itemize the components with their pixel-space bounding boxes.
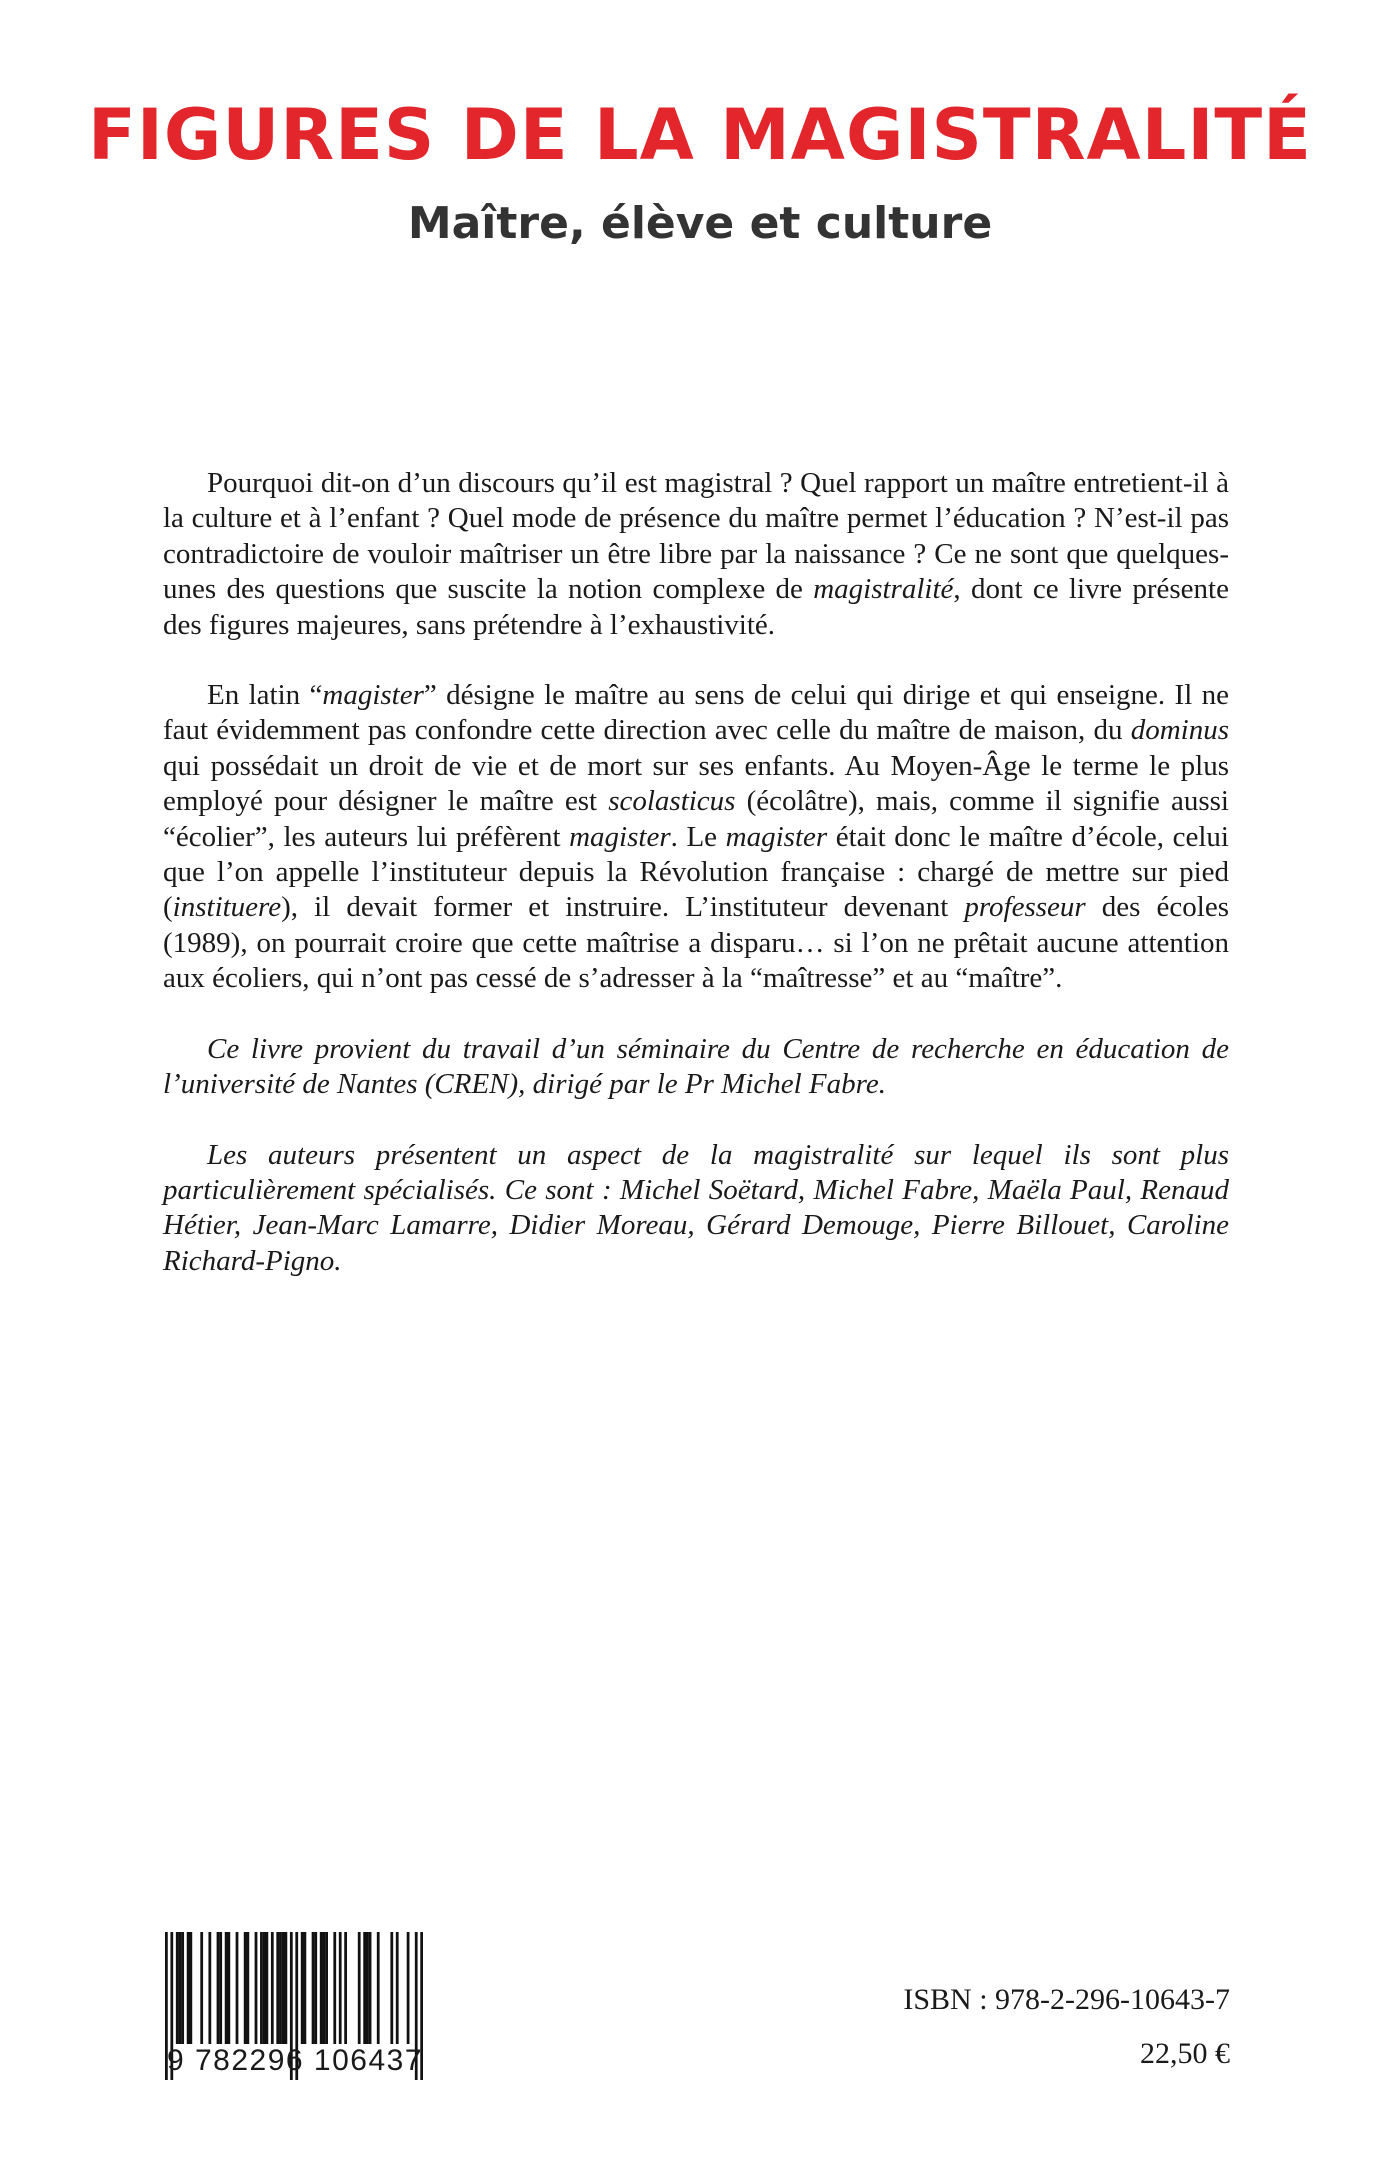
barcode-bar xyxy=(325,1932,328,2044)
barcode-bar xyxy=(320,1932,323,2044)
barcode-bar xyxy=(271,1932,274,2044)
paragraph2-segment: professeur xyxy=(964,891,1086,924)
barcode-bar xyxy=(284,1932,287,2044)
barcode-bar xyxy=(301,1932,304,2044)
barcode-bar xyxy=(225,1932,228,2044)
paragraph2-segment: dominus xyxy=(1130,714,1229,747)
barcode-bar xyxy=(333,1932,336,2044)
paragraph2-segment: magister xyxy=(322,679,424,712)
book-subtitle: Maître, élève et culture xyxy=(407,198,993,249)
paragraph2-segment: magister xyxy=(569,820,671,853)
barcode-bar xyxy=(314,1932,317,2044)
isbn: ISBN : 978-2-296-10643-7 xyxy=(903,1983,1230,2016)
paragraph1-segment: , dont ce livre présente des figures majeures, sans prétendre à l’exhaustivité. xyxy=(163,573,1229,641)
barcode-digits: 9 782296 106437 xyxy=(166,2044,424,2077)
barcode-bar xyxy=(265,1932,268,2044)
blurb-paragraph-3 xyxy=(163,1032,1229,1103)
barcode-bar xyxy=(244,1932,247,2044)
barcode-bar xyxy=(390,1932,393,2044)
barcode-bar xyxy=(255,1932,258,2044)
barcode-bar xyxy=(339,1932,342,2044)
paragraph2-segment: magister xyxy=(725,820,828,853)
paragraph2-segment: ), il devait former et instruire. L’instituteur devenant xyxy=(281,891,965,924)
blurb-paragraph-4 xyxy=(163,1138,1229,1280)
paragraph1-segment: magistralité xyxy=(813,573,954,606)
blurb-paragraph-1 xyxy=(163,466,1229,643)
paragraph3-segment: Ce livre provient du travail d’un séminaire du Centre de recherche en éducation de l’université de Nantes (CREN), dirigé par le Pr Michel Fabre. xyxy=(163,1032,1229,1101)
barcode-bar xyxy=(282,1932,285,2044)
price: 22,50 € xyxy=(1140,2037,1230,2070)
barcode-bar xyxy=(407,1932,410,2044)
paragraph2-segment: . Le xyxy=(670,820,726,853)
blurb-paragraph-2 xyxy=(163,678,1229,997)
barcode-bar xyxy=(179,1932,182,2044)
barcode-bar xyxy=(279,1932,282,2044)
barcode-bar xyxy=(323,1932,326,2044)
paragraph2-segment: était donc le maître d’école, celui que l’on appelle l’instituteur depuis la Révolution française : chargé de mettre sur pied ( xyxy=(163,820,1229,924)
barcode-bar xyxy=(358,1932,361,2044)
paragraph2-segment: scolasticus xyxy=(608,785,736,818)
barcode-bar xyxy=(312,1932,315,2044)
barcode-bar xyxy=(227,1932,230,2044)
barcode-bar xyxy=(363,1932,366,2044)
barcode-bar xyxy=(176,1932,179,2044)
paragraph2-segment: instituere xyxy=(172,891,282,924)
blurb xyxy=(163,466,1229,1279)
barcode-bar xyxy=(187,1932,190,2044)
paragraph2-segment: (écolâtre), mais, comme il signifie aussi “écolier”, les auteurs lui préfèrent xyxy=(163,785,1229,853)
paragraph2-segment: En latin “ xyxy=(207,679,323,712)
barcode-bar xyxy=(208,1932,211,2044)
barcode-bar xyxy=(344,1932,347,2044)
barcode-bar xyxy=(219,1932,222,2044)
paragraph2-segment: des écoles (1989), on pourrait croire que cette maîtrise a disparu… si l’on ne prêtait aucune attention aux écoliers, qui n’ont pas cessé de s’adresser à la “maîtresse” et au “maître”. xyxy=(163,891,1229,995)
barcode-bar xyxy=(369,1932,372,2044)
paragraph1-segment: Pourquoi dit-on d’un discours qu’il est magistral ? Quel rapport un maître entretient-il à la culture et à l’enfant ? Quel mode de présence du maître permet l’éducation ? N’est-il pas contradictoire de vouloir maîtriser un être libre par la naissance ? Ce ne sont que quelques-unes des questions que suscite la notion complexe de xyxy=(163,467,1229,606)
barcode-bar xyxy=(366,1932,369,2044)
barcode-bar xyxy=(200,1932,203,2044)
paragraph4-segment: Les auteurs présentent un aspect de la magistralité sur lequel ils sont plus particulièrement spécialisés. Ce sont : Michel Soëtard, Michel Fabre, Maëla Paul, Renaud Hétier, Jean-Marc Lamarre, Didier Moreau, Gérard Demouge, Pierre Billouet, Caroline Richard-Pigno. xyxy=(163,1138,1229,1277)
barcode-bar xyxy=(217,1932,220,2044)
barcode-bar xyxy=(276,1932,279,2044)
paragraph2-segment: ” désigne le maître au sens de celui qui dirige et qui enseigne. Il ne faut évidemment pas confondre cette direction avec celle du maître de maison, du xyxy=(163,679,1229,747)
barcode-bar xyxy=(189,1932,192,2044)
paragraph2-segment: qui possédait un droit de vie et de mort sur ses enfants. Au Moyen-Âge le terme le plus employé pour désigner le maître est xyxy=(163,749,1229,818)
barcode-bar xyxy=(260,1932,263,2044)
barcode-bar xyxy=(304,1932,307,2044)
barcode-bar xyxy=(246,1932,249,2044)
barcode-bar xyxy=(396,1932,399,2044)
book-title: FIGURES DE LA MAGISTRALITÉ xyxy=(88,94,1312,176)
barcode-bar xyxy=(377,1932,380,2044)
barcode-bar xyxy=(236,1932,239,2044)
barcode-bar xyxy=(263,1932,266,2044)
barcode-bar xyxy=(181,1932,184,2044)
